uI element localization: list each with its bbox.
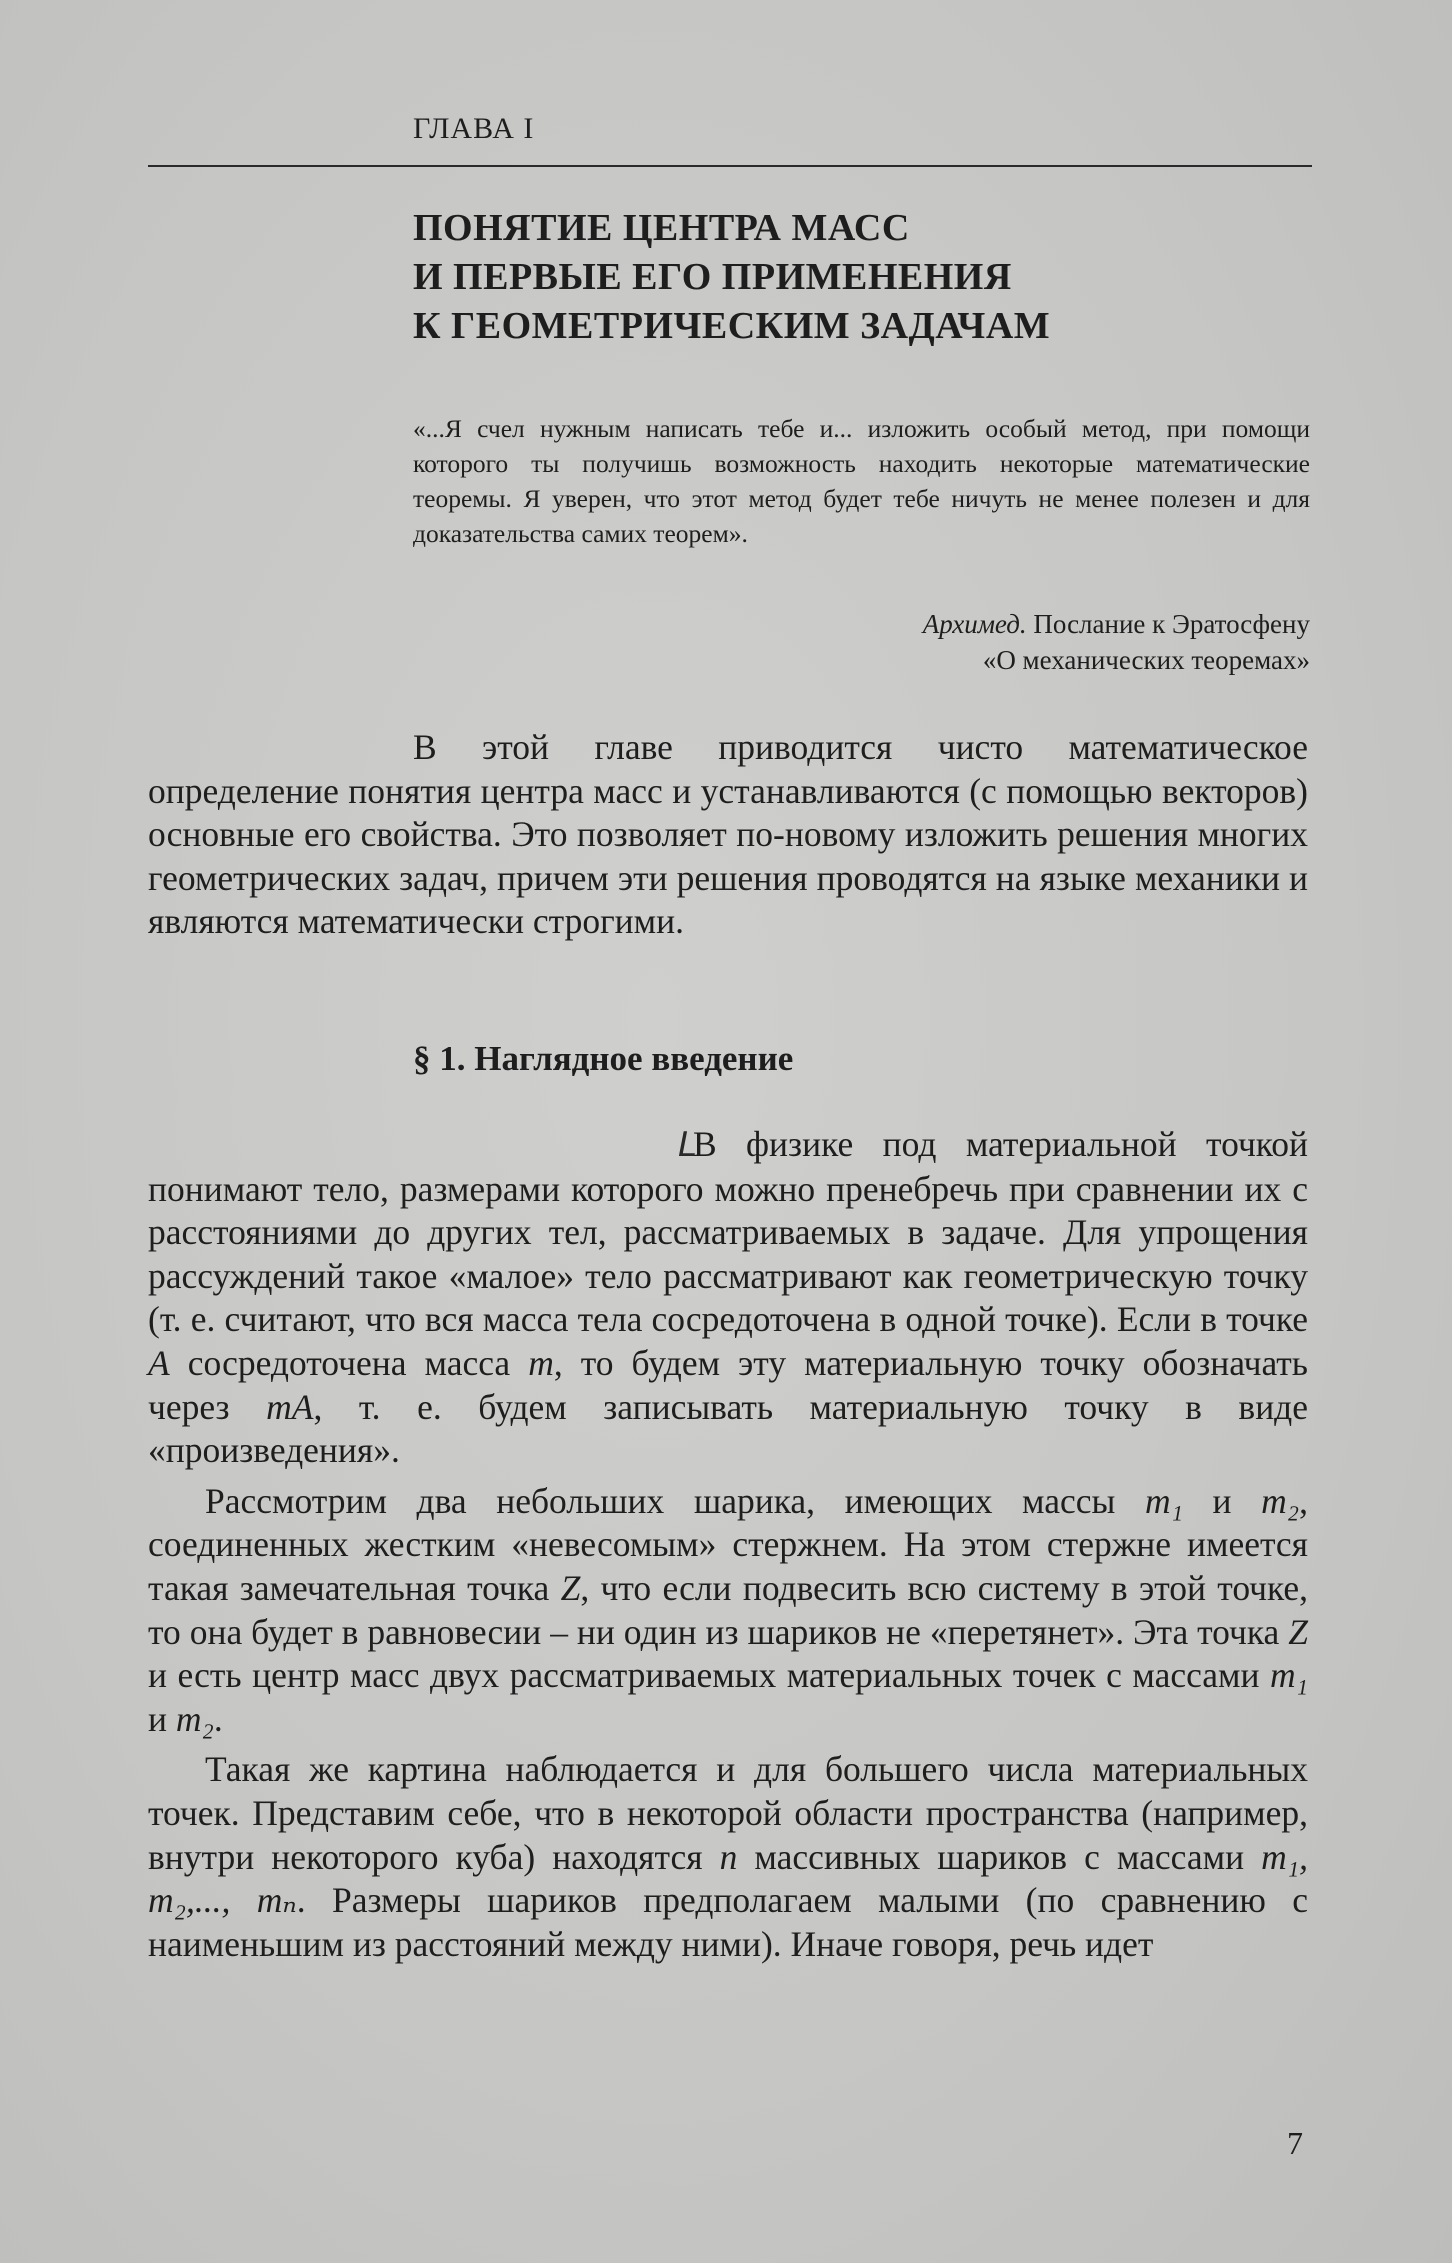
epigraph-source: Послание к Эратосфену xyxy=(1033,609,1310,639)
header-rule xyxy=(148,165,1312,167)
chapter-title xyxy=(413,204,1313,351)
epigraph-author: Архимед. xyxy=(922,609,1027,639)
title-line: К ГЕОМЕТРИЧЕСКИМ ЗАДАЧАМ xyxy=(413,305,1051,347)
section-body xyxy=(148,1123,1308,1966)
epigraph: «...Я счел нужным написать тебе и... изложить особый метод, при помощи которого ты получишь возможность находить некоторые математические теоремы. Я уверен, что этот метод будет тебе ничуть не менее полезен и для доказательства самих теорем». xyxy=(413,414,1310,548)
handwritten-mark: L xyxy=(678,1125,697,1165)
epigraph-attribution xyxy=(923,606,1310,678)
paragraph: LВ физике под материальной точкой понимают тело, размерами которого можно пренебречь при сравнении их с расстояниями до других тел, рассматриваемых в задаче. Для упрощения рассуждений такое «малое» тело рассматривают как геометрическую точку (т. е. считают, что вся масса тела сосредоточена в одной точке). Если в точке A сосредоточена масса m, то будем эту материальную точку обозначать через mA, т. е. будем записывать материальную точку в виде «произведения». xyxy=(148,1124,1309,1471)
epigraph-source-title: «О механических теоремах» xyxy=(982,645,1310,675)
section-heading: § 1. Наглядное введение xyxy=(413,1039,794,1078)
title-line: И ПЕРВЫЕ ЕГО ПРИМЕНЕНИЯ xyxy=(413,256,1012,298)
chapter-label: ГЛАВА I xyxy=(413,112,535,145)
intro-paragraph: В этой главе приводится чисто математическое определение понятия центра масс и устанавливаются (с помощью векторов) основные его свойства. Это позволяет по-новому изложить решения многих геометрических задач, причем эти решения проводятся на языке механики и являются математически строгими. xyxy=(148,727,1308,942)
title-line: ПОНЯТИЕ ЦЕНТРА МАСС xyxy=(413,207,910,249)
page-number: 7 xyxy=(1287,2125,1303,2161)
paragraph: Рассмотрим два небольших шарика, имеющих массы m₁ и m₂, соединенных жестким «невесомым» стержнем. На этом стержне имеется такая замечательная точка Z, что если подвесить всю систему в этой точке, то она будет в равновесии – ни один из шариков не «перетянет». Эта точка Z и есть центр масс двух рассматриваемых материальных точек с массами m₁ и m₂. xyxy=(148,1480,1308,1739)
paragraph: Такая же картина наблюдается и для большего числа материальных точек. Представим себе, что в некоторой области пространства (например, внутри некоторого куба) находятся n массивных шариков с массами m₁, m₂,..., mₙ. Размеры шариков предполагаем малыми (по сравнению с наименьшим из расстояний между ними). Иначе говоря, речь идет xyxy=(148,1749,1308,1964)
